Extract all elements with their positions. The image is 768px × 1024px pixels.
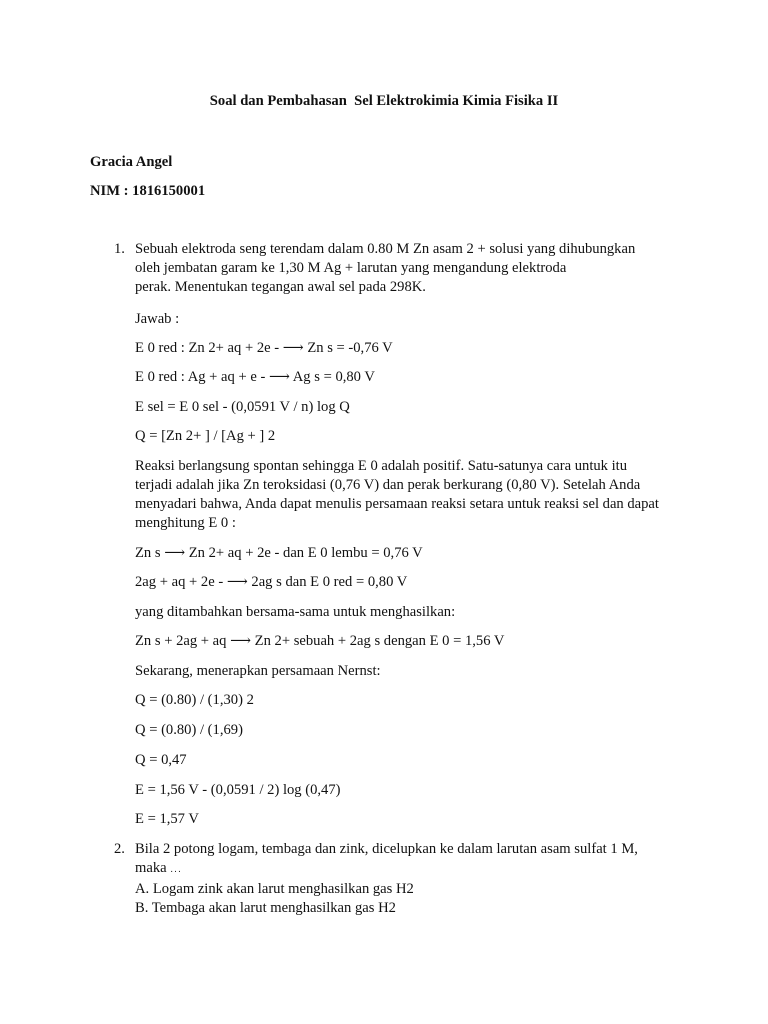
ellipsis: ... xyxy=(170,865,182,875)
question-1-line: oleh jembatan garam ke 1,30 M Ag + larutan yang mengandung elektroda xyxy=(135,260,567,276)
equation-line: Q = [Zn 2+ ] / [Ag + ] 2 xyxy=(135,428,276,444)
explanation-line: yang ditambahkan bersama-sama untuk menghasilkan: xyxy=(135,604,456,620)
equation-line: 2ag + aq + 2e - ⟶ 2ag s dan E 0 red = 0,80 V xyxy=(135,574,408,590)
equation-line: Q = (0.80) / (1,69) xyxy=(135,722,243,738)
explanation-line: menghitung E 0 : xyxy=(135,515,236,531)
question-2-text xyxy=(135,840,690,918)
equation-line: Zn s ⟶ Zn 2+ aq + 2e - dan E 0 lembu = 0,76 V xyxy=(135,545,423,561)
answer-label: Jawab : xyxy=(135,311,180,327)
question-1-text xyxy=(135,240,690,297)
question-1-number: 1. xyxy=(114,241,125,257)
equation-line: Q = 0,47 xyxy=(135,752,187,768)
equation-line: E = 1,56 V - (0,0591 / 2) log (0,47) xyxy=(135,782,341,798)
option-a: A. Logam zink akan larut menghasilkan gas H2 xyxy=(135,881,414,897)
question-1-line: Sebuah elektroda seng terendam dalam 0.80 M Zn asam 2 + solusi yang dihubungkan xyxy=(135,241,636,257)
question-2-line: Bila 2 potong logam, tembaga dan zink, dicelupkan ke dalam larutan asam sulfat 1 M, xyxy=(135,841,638,857)
student-id: NIM : 1816150001 xyxy=(90,183,206,199)
equation-line: Q = (0.80) / (1,30) 2 xyxy=(135,692,254,708)
author-name: Gracia Angel xyxy=(90,154,173,170)
equation-line: E 0 red : Zn 2+ aq + 2e - ⟶ Zn s = -0,76 V xyxy=(135,340,393,356)
explanation-line: terjadi adalah jika Zn teroksidasi (0,76 V) dan perak berkurang (0,80 V). Setelah Anda xyxy=(135,477,641,493)
equation-line: E sel = E 0 sel - (0,0591 V / n) log Q xyxy=(135,399,350,415)
question-1-line: perak. Menentukan tegangan awal sel pada 298K. xyxy=(135,279,426,295)
equation-line: E 0 red : Ag + aq + e - ⟶ Ag s = 0,80 V xyxy=(135,369,375,385)
explanation-paragraph xyxy=(135,457,690,533)
maka-word: maka xyxy=(135,860,167,876)
document-title: Soal dan Pembahasan Sel Elektrokimia Kimia Fisika II xyxy=(209,93,559,109)
explanation-line: menyadari bahwa, Anda dapat menulis persamaan reaksi setara untuk reaksi sel dan dapat xyxy=(135,496,659,512)
explanation-line: Reaksi berlangsung spontan sehingga E 0 adalah positif. Satu-satunya cara untuk itu xyxy=(135,458,628,474)
question-2-line xyxy=(135,859,690,880)
explanation-line: Sekarang, menerapkan persamaan Nernst: xyxy=(135,663,381,679)
equation-line: Zn s + 2ag + aq ⟶ Zn 2+ sebuah + 2ag s dengan E 0 = 1,56 V xyxy=(135,633,505,649)
option-b: B. Tembaga akan larut menghasilkan gas H2 xyxy=(135,900,396,916)
equation-line: E = 1,57 V xyxy=(135,811,199,827)
question-2-number: 2. xyxy=(114,841,125,857)
